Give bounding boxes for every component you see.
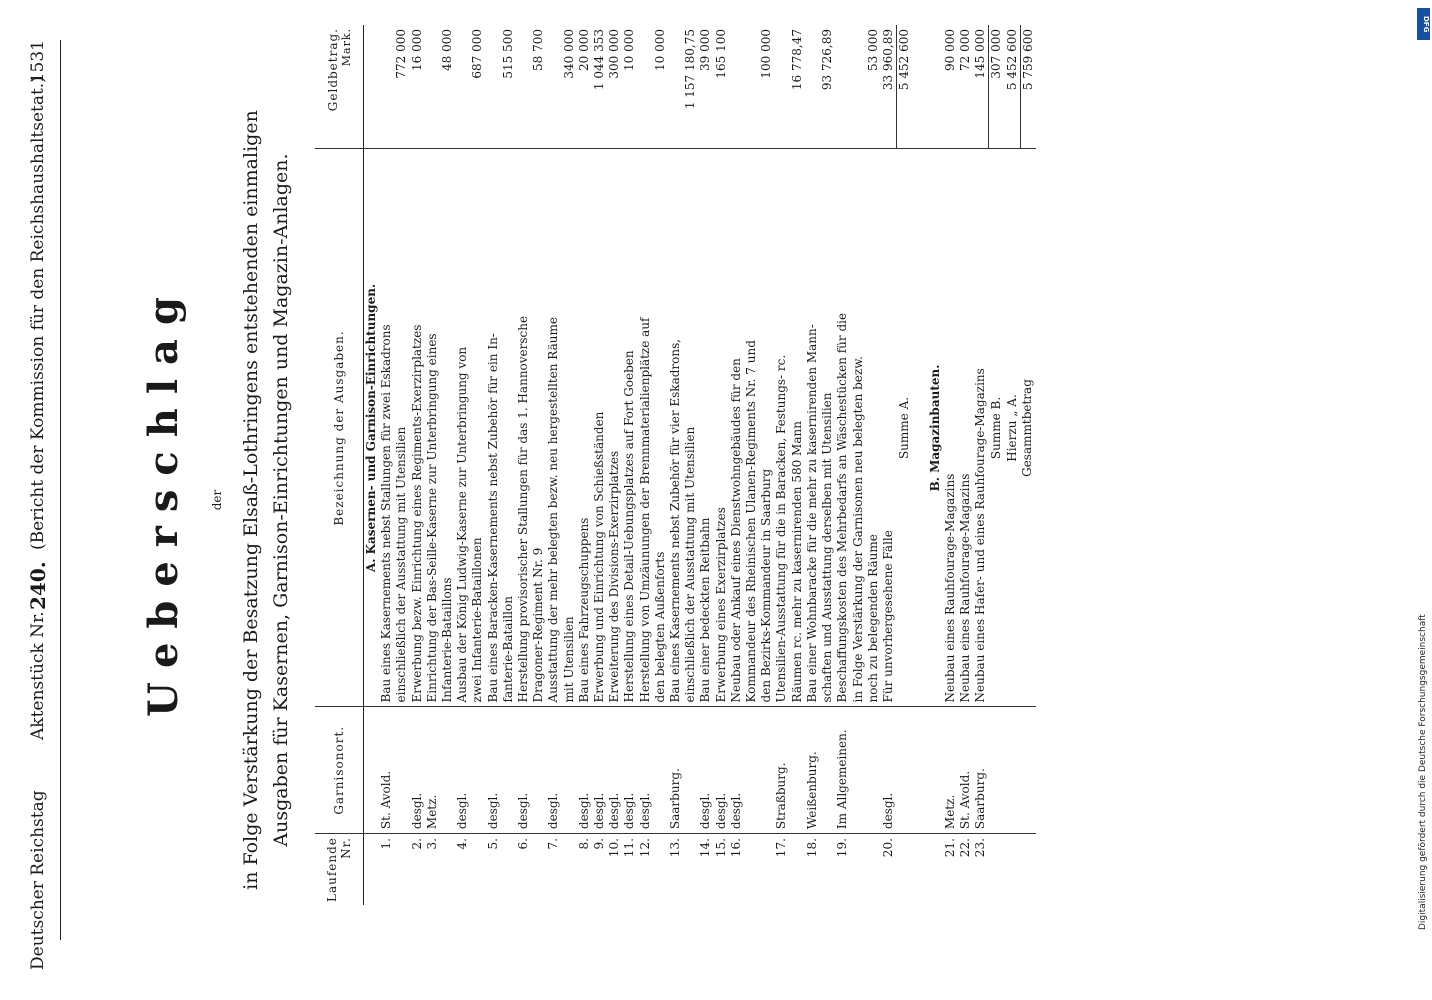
cell-geld xyxy=(851,25,866,149)
table-row xyxy=(562,25,577,905)
cell-geld: 1 044 353 xyxy=(592,29,607,91)
table-row xyxy=(501,25,516,905)
cell-ort xyxy=(820,707,835,834)
table-row xyxy=(835,25,850,905)
cell-geld: 10 000 xyxy=(652,29,667,71)
section-a-row xyxy=(364,25,380,905)
cell-ort: desgl. xyxy=(698,707,713,834)
cell-bez: schaften und Ausstattung derselben mit Utensilien xyxy=(820,149,835,707)
cell-nr xyxy=(790,834,805,905)
table-row xyxy=(759,25,774,905)
cell-nr: 17. xyxy=(774,834,789,905)
col-bez: Bezeichnung der Ausgaben. xyxy=(315,149,364,707)
cell-nr xyxy=(653,834,668,905)
table-row xyxy=(881,25,897,905)
cell-ort: Straßburg. xyxy=(774,707,789,834)
cell-geld: 687 000 xyxy=(470,29,485,79)
dfg-logo: DFG xyxy=(1417,8,1430,40)
cell-ort: desgl. xyxy=(410,707,425,834)
cell-geld: 1 157 180,75 xyxy=(683,29,698,110)
cell-nr: 19. xyxy=(835,834,850,905)
cell-ort xyxy=(394,707,409,834)
cell-geld: 300 000 xyxy=(607,29,622,79)
cell-ort: desgl. xyxy=(714,707,729,834)
cell-geld: 20 000 xyxy=(576,29,591,71)
cell-bez: Erwerbung eines Exerzirplatzes xyxy=(714,149,729,707)
cell-geld: 515 500 xyxy=(500,29,515,79)
cell-ort: desgl. xyxy=(622,707,637,834)
cell-ort xyxy=(562,707,577,834)
cell-nr: 20. xyxy=(881,834,897,905)
table-row xyxy=(440,25,455,905)
cell-nr xyxy=(820,834,835,905)
cell-ort: desgl. xyxy=(592,707,607,834)
cell-nr: 3. xyxy=(425,834,440,905)
cell-geld xyxy=(546,25,561,149)
cell-geld: 340 000 xyxy=(561,29,576,79)
cell-geld: 10 000 xyxy=(622,29,637,71)
cell-bez: Erwerbung bezw. Einrichtung eines Regiments-Exerzirplatzes xyxy=(410,149,425,707)
table-row xyxy=(729,25,744,905)
table-row xyxy=(714,25,729,905)
sum-a-label: Summe A. xyxy=(897,149,913,707)
cell-bez: Bau einer Wohnbaracke für die mehr zu kasernirenden Mann- xyxy=(805,149,820,707)
cell-nr: 21. xyxy=(943,834,958,905)
cell-ort xyxy=(759,707,774,834)
cell-geld xyxy=(729,25,744,149)
cell-bez: Herstellung von Umzäunungen der Brennmaterialienplätze auf xyxy=(638,149,653,707)
table-row xyxy=(774,25,789,905)
cell-bez: Bau eines Fahrzeugschuppens xyxy=(577,149,592,707)
table-row xyxy=(531,25,546,905)
cell-nr: 16. xyxy=(729,834,744,905)
section-b-title: B. Magazinbauten. xyxy=(928,149,943,707)
cell-bez: Dragoner-Regiment Nr. 9 xyxy=(531,149,546,707)
cell-nr: 7. xyxy=(546,834,561,905)
cell-geld: 772 000 xyxy=(394,29,409,79)
cell-nr: 2. xyxy=(410,834,425,905)
cell-geld xyxy=(486,25,501,149)
col-nr: Laufende Nr. xyxy=(315,834,364,905)
cell-nr: 9. xyxy=(592,834,607,905)
col-geld-label: Geldbetrag. xyxy=(325,28,340,112)
sum-a-value: 5 452 600 xyxy=(897,25,913,149)
cell-bez: Neubau eines Rauhfourage-Magazins xyxy=(943,149,958,707)
cell-nr: 13. xyxy=(668,834,683,905)
cell-geld: 48 000 xyxy=(440,29,455,71)
cell-geld xyxy=(668,25,683,149)
cell-nr xyxy=(744,834,759,905)
cell-nr: 6. xyxy=(516,834,531,905)
table-row xyxy=(866,25,881,905)
cell-nr: 1. xyxy=(379,834,394,905)
cell-nr: 12. xyxy=(638,834,653,905)
gesamt-value: 5 759 600 xyxy=(1020,25,1036,149)
cell-geld: 93 726,89 xyxy=(820,29,835,91)
cell-ort: St. Avold. xyxy=(379,707,394,834)
cell-nr xyxy=(683,834,698,905)
sum-a xyxy=(897,25,913,905)
cell-bez: noch zu belegenden Räume xyxy=(866,149,881,707)
cell-geld: 16 000 xyxy=(409,29,424,71)
cell-nr xyxy=(866,834,881,905)
cell-bez: Neubau eines Hafer- und eines Rauhfourage-Magazins xyxy=(973,149,989,707)
table-row xyxy=(379,25,394,905)
cell-ort: desgl. xyxy=(729,707,744,834)
table-row xyxy=(668,25,683,905)
header-middle-label: Aktenstück Nr. xyxy=(28,611,48,740)
cell-nr xyxy=(562,834,577,905)
cell-geld: 72 000 xyxy=(957,29,972,71)
sum-b xyxy=(989,25,1005,905)
cell-geld xyxy=(638,25,653,149)
table-row xyxy=(973,25,989,905)
section-a-title: A. Kasernen- und Garnison-Einrichtungen. xyxy=(364,149,380,707)
cell-ort: desgl. xyxy=(881,707,897,834)
cell-bez: einschließlich der Ausstattung mit Utensilien xyxy=(683,149,698,707)
cell-geld xyxy=(744,25,759,149)
col-ort: Garnisonort. xyxy=(315,707,364,834)
digitization-note-text: Digitalisierung gefördert durch die Deutsche Forschungsgemeinschaft xyxy=(1418,614,1428,930)
cell-bez: Beschaffungskosten des Mehrbedarfs an Wäschestücken für die xyxy=(835,149,850,707)
cell-nr xyxy=(531,834,546,905)
expense-table xyxy=(315,25,1036,905)
cell-ort: Weißenburg. xyxy=(805,707,820,834)
cell-bez: Räumen rc. mehr zu kasernirenden 580 Mann xyxy=(790,149,805,707)
cell-geld: 100 000 xyxy=(759,29,774,79)
cell-ort xyxy=(851,707,866,834)
cell-ort: Im Allgemeinen. xyxy=(835,707,850,834)
cell-geld xyxy=(774,25,789,149)
cell-ort xyxy=(440,707,455,834)
cell-nr xyxy=(759,834,774,905)
cell-geld: 165 100 xyxy=(713,29,728,79)
cell-nr: 15. xyxy=(714,834,729,905)
cell-bez: Utensilien-Ausstattung für die in Baracken, Festungs- rc. xyxy=(774,149,789,707)
cell-geld: 53 000 xyxy=(865,29,880,71)
table-row xyxy=(958,25,973,905)
cell-ort: St. Avold. xyxy=(958,707,973,834)
cell-nr: 23. xyxy=(973,834,989,905)
cell-nr: 5. xyxy=(486,834,501,905)
table-row xyxy=(516,25,531,905)
cell-ort: desgl. xyxy=(486,707,501,834)
cell-bez: den belegten Außenforts xyxy=(653,149,668,707)
cell-bez: Erwerbung und Einrichtung von Schießständen xyxy=(592,149,607,707)
cell-bez: Einrichtung der Bas-Seille-Kaserne zur Unterbringung eines xyxy=(425,149,440,707)
table-row xyxy=(455,25,470,905)
header-left: Deutscher Reichstag xyxy=(28,790,48,970)
cell-bez: Ausstattung der mehr belegten bezw. neu hergestellten Räume xyxy=(546,149,561,707)
table-row xyxy=(425,25,440,905)
cell-nr: 8. xyxy=(577,834,592,905)
table-row xyxy=(607,25,622,905)
cell-nr xyxy=(470,834,485,905)
table-row xyxy=(546,25,561,905)
spacer-row xyxy=(912,25,927,905)
cell-nr xyxy=(851,834,866,905)
cell-geld: 90 000 xyxy=(942,29,957,71)
cell-bez: Neubau eines Rauhfourage-Magazins xyxy=(958,149,973,707)
cell-ort xyxy=(744,707,759,834)
cell-bez: Bau eines Kasernements nebst Zubehör für vier Eskadrons, xyxy=(668,149,683,707)
table-row xyxy=(470,25,485,905)
cell-nr: 18. xyxy=(805,834,820,905)
cell-bez: Ausbau der König Ludwig-Kaserne zur Unterbringung von xyxy=(455,149,470,707)
table-row xyxy=(622,25,637,905)
digitization-note xyxy=(1418,70,1430,930)
cell-geld xyxy=(805,25,820,149)
cell-bez: Herstellung eines Detail-Uebungsplatzes auf Fort Goeben xyxy=(622,149,637,707)
cell-ort xyxy=(470,707,485,834)
cell-nr xyxy=(440,834,455,905)
table-body xyxy=(364,25,1036,905)
table-row xyxy=(744,25,759,905)
cell-geld xyxy=(455,25,470,149)
cell-geld xyxy=(379,25,394,149)
table-row xyxy=(698,25,713,905)
cell-nr: 4. xyxy=(455,834,470,905)
section-b-row xyxy=(928,25,943,905)
cell-ort: desgl. xyxy=(516,707,531,834)
cell-ort: desgl. xyxy=(607,707,622,834)
hierzu-label: Hierzu „ A. xyxy=(1005,149,1021,707)
col-geld xyxy=(315,25,364,149)
cell-ort: desgl. xyxy=(455,707,470,834)
table-row xyxy=(577,25,592,905)
title-der: der xyxy=(210,489,224,511)
cell-geld: 33 960,89 xyxy=(880,29,895,91)
table-header-row xyxy=(315,25,364,905)
cell-bez: zwei Infanterie-Bataillonen xyxy=(470,149,485,707)
cell-geld: 145 000 xyxy=(973,29,988,79)
cell-ort xyxy=(683,707,698,834)
header-number: 240. xyxy=(26,561,50,610)
cell-bez: Bau eines Kasernements nebst Stallungen für zwei Eskadrons xyxy=(379,149,394,707)
cell-bez: den Bezirks-Kommandeur in Saarburg xyxy=(759,149,774,707)
cell-geld xyxy=(425,25,440,149)
cell-bez: Bau eines Baracken-Kasernements nebst Zubehör für ein In- xyxy=(486,149,501,707)
cell-geld: 58 700 xyxy=(531,29,546,71)
cell-bez: Neubau oder Ankauf eines Dienstwohngebäudes für den xyxy=(729,149,744,707)
table-row xyxy=(820,25,835,905)
cell-bez: einschließlich der Ausstattung mit Utensilien xyxy=(394,149,409,707)
table-row xyxy=(394,25,409,905)
cell-ort xyxy=(866,707,881,834)
sum-b-value: 307 000 xyxy=(989,25,1005,149)
table-row xyxy=(486,25,501,905)
header-right: (Bericht der Kommission für den Reichshaushaltsetat.) xyxy=(28,76,48,550)
sum-b-label: Summe B. xyxy=(989,149,1005,707)
cell-ort: Saarburg. xyxy=(973,707,989,834)
table-row xyxy=(805,25,820,905)
table-row xyxy=(790,25,805,905)
cell-ort: desgl. xyxy=(577,707,592,834)
table-row xyxy=(592,25,607,905)
table-row xyxy=(410,25,425,905)
cell-nr: 22. xyxy=(958,834,973,905)
cell-ort xyxy=(531,707,546,834)
cell-bez: fanterie-Bataillon xyxy=(501,149,516,707)
table-row xyxy=(943,25,958,905)
cell-ort: Metz. xyxy=(425,707,440,834)
col-unit: Mark. xyxy=(339,28,353,67)
cell-ort: desgl. xyxy=(546,707,561,834)
cell-bez: in Folge Verstärkung der Garnisonen neu belegten bezw. xyxy=(851,149,866,707)
cell-bez: Für unvorhergesehene Fälle xyxy=(881,149,897,707)
cell-ort xyxy=(501,707,516,834)
page-header xyxy=(28,40,68,970)
cell-geld xyxy=(835,25,850,149)
cell-nr xyxy=(501,834,516,905)
page-number: 1531 xyxy=(28,40,48,84)
cell-nr: 10. xyxy=(607,834,622,905)
cell-ort: desgl. xyxy=(638,707,653,834)
cell-ort xyxy=(790,707,805,834)
cell-ort xyxy=(653,707,668,834)
cell-nr: 11. xyxy=(622,834,637,905)
cell-geld: 16 778,47 xyxy=(789,29,804,91)
cell-bez: Infanterie-Bataillons xyxy=(440,149,455,707)
cell-bez: Herstellung provisorischer Stallungen für das 1. Hannoversche xyxy=(516,149,531,707)
cell-bez: Bau einer bedeckten Reitbahn xyxy=(698,149,713,707)
table-row xyxy=(653,25,668,905)
table-row xyxy=(638,25,653,905)
cell-nr: 14. xyxy=(698,834,713,905)
document-title: Ueberschlag xyxy=(140,283,187,717)
gesamt xyxy=(1020,25,1036,905)
hierzu-value: 5 452 600 xyxy=(1004,29,1019,91)
cell-geld: 39 000 xyxy=(698,29,713,71)
cell-bez: mit Utensilien xyxy=(562,149,577,707)
table-row xyxy=(851,25,866,905)
cell-ort: Metz. xyxy=(943,707,958,834)
table-row xyxy=(683,25,698,905)
gesamt-label: Gesammtbetrag xyxy=(1020,149,1036,707)
cell-bez: Kommandeur des Rheinischen Ulanen-Regiments Nr. 7 und xyxy=(744,149,759,707)
cell-nr xyxy=(394,834,409,905)
cell-ort: Saarburg. xyxy=(668,707,683,834)
cell-bez: Erweiterung des Divisions-Exerzirplatzes xyxy=(607,149,622,707)
document-description: in Folge Verstärkung der Besatzung Elsaß-Lothringens entstehenden einmaligen Ausgaben für Kasernen, Garnison-Einrichtungen und Magazin-Anlagen. xyxy=(240,110,292,890)
hierzu xyxy=(1005,25,1021,905)
header-rule xyxy=(60,40,61,940)
cell-geld xyxy=(516,25,531,149)
